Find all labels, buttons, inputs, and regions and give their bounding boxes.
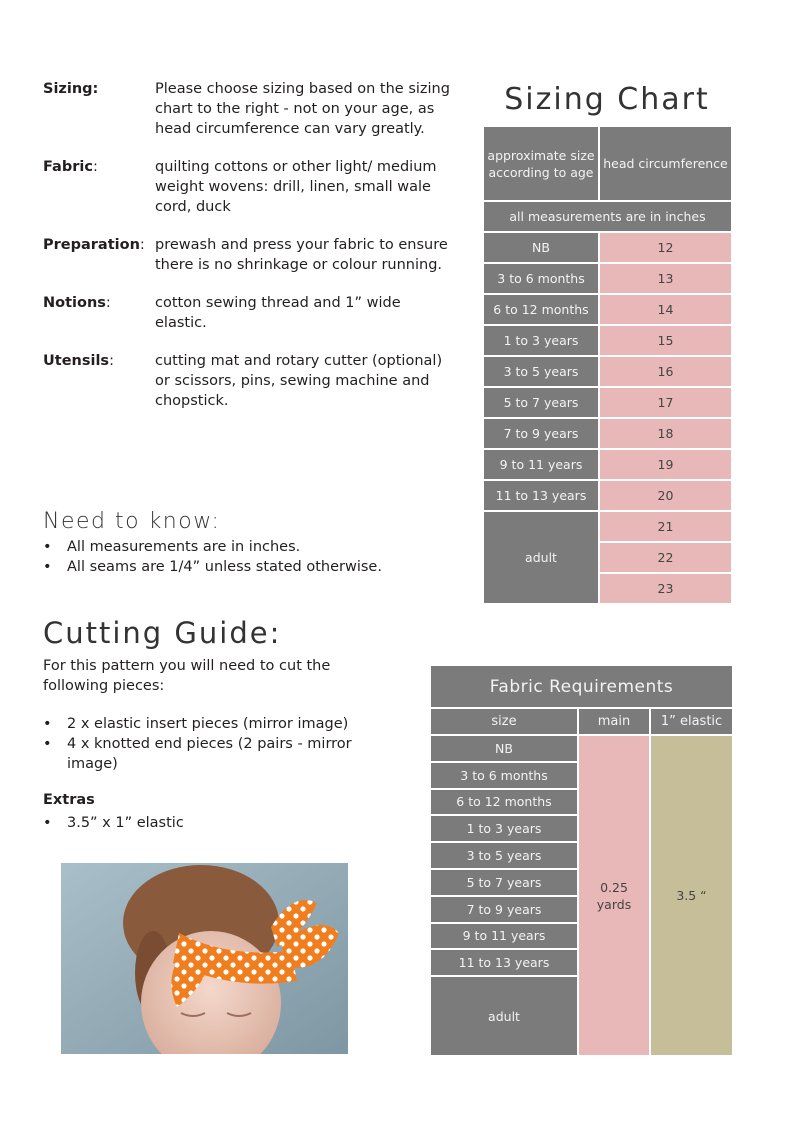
table-row: 11 to 13 years 20 xyxy=(483,480,732,511)
elastic-column-header: 1” elastic xyxy=(650,708,733,735)
fabric-requirements-title: Fabric Requirements xyxy=(430,665,733,708)
list-item: • 4 x knotted end pieces (2 pairs - mirror image) xyxy=(43,734,383,774)
table-title-row xyxy=(430,665,733,708)
info-label-utensils: Utensils xyxy=(43,353,110,369)
measurement-note: all measurements are in inches xyxy=(483,201,732,232)
table-row: 3 to 6 months 13 xyxy=(483,263,732,294)
head-column-header: head circumference xyxy=(599,126,732,201)
table-row: adult 21 xyxy=(483,511,732,542)
info-row-sizing xyxy=(43,79,453,139)
size-column-header: size xyxy=(430,708,578,735)
table-row: 7 to 9 years 18 xyxy=(483,418,732,449)
extras-list xyxy=(43,813,383,833)
table-row: 3 to 5 years xyxy=(430,842,733,869)
info-label-preparation: Preparation xyxy=(43,237,140,253)
list-item: • 2 x elastic insert pieces (mirror image) xyxy=(43,714,383,734)
table-note-row xyxy=(483,201,732,232)
table-row: 11 to 13 years xyxy=(430,949,733,976)
main-fabric-amount: 0.25 yards xyxy=(578,735,650,1056)
need-to-know-heading: Need to know: xyxy=(43,509,221,534)
table-row: 6 to 12 months xyxy=(430,789,733,816)
info-text-utensils: cutting mat and rotary cutter (optional) or scissors, pins, sewing machine and chopstick. xyxy=(155,353,443,409)
adult-size-cell: adult xyxy=(430,976,578,1056)
table-row: 9 to 11 years 19 xyxy=(483,449,732,480)
info-row-fabric: Fabric: quilting cottons or other light/ medium weight wovens: drill, linen, small wale cord, duck xyxy=(43,157,453,217)
table-row: 5 to 7 years 17 xyxy=(483,387,732,418)
fabric-requirements-table xyxy=(429,664,734,1057)
table-row: NB 12 xyxy=(483,232,732,263)
list-item: • All measurements are in inches. xyxy=(43,537,453,557)
info-text-preparation: prewash and press your fabric to ensure there is no shrinkage or colour running. xyxy=(155,237,448,273)
adult-size-cell: adult xyxy=(483,511,599,604)
table-row: 9 to 11 years xyxy=(430,923,733,950)
info-block xyxy=(43,79,453,429)
list-item: • 3.5” x 1” elastic xyxy=(43,813,383,833)
info-label-notions: Notions xyxy=(43,295,106,311)
table-header-row xyxy=(430,708,733,735)
info-text-fabric: quilting cottons or other light/ medium weight wovens: drill, linen, small wale cord, duck xyxy=(155,159,437,215)
info-text-notions: cotton sewing thread and 1” wide elastic. xyxy=(155,295,401,331)
info-label-fabric: Fabric xyxy=(43,159,93,175)
table-row: 7 to 9 years xyxy=(430,896,733,923)
table-row: 1 to 3 years xyxy=(430,815,733,842)
info-label-sizing: Sizing: xyxy=(43,81,99,97)
list-item: • All seams are 1/4” unless stated otherwise. xyxy=(43,557,453,577)
cutting-pieces-list xyxy=(43,714,383,774)
table-row: 6 to 12 months 14 xyxy=(483,294,732,325)
cutting-guide-intro: For this pattern you will need to cut the following pieces: xyxy=(43,658,331,694)
sizing-chart-title: Sizing Chart xyxy=(504,82,710,117)
size-column-header: approximate size according to age xyxy=(483,126,599,201)
table-header-row xyxy=(483,126,732,201)
need-to-know-list xyxy=(43,537,453,577)
table-row: 3 to 5 years 16 xyxy=(483,356,732,387)
info-row-utensils: Utensils: cutting mat and rotary cutter (optional) or scissors, pins, sewing machine and chopstick. xyxy=(43,351,453,411)
elastic-amount: 3.5 “ xyxy=(650,735,733,1056)
info-row-preparation: Preparation: prewash and press your fabric to ensure there is no shrinkage or colour running. xyxy=(43,235,453,275)
table-row: 1 to 3 years 15 xyxy=(483,325,732,356)
sizing-chart-table xyxy=(482,125,733,605)
headband-photo xyxy=(61,863,348,1054)
extras-heading: Extras xyxy=(43,792,95,808)
cutting-guide-heading: Cutting Guide: xyxy=(43,616,282,650)
info-row-notions: Notions: cotton sewing thread and 1” wide elastic. xyxy=(43,293,453,333)
table-row: 22 xyxy=(483,542,732,573)
info-text-sizing: Please choose sizing based on the sizing chart to the right - not on your age, as head circumference can vary greatly. xyxy=(155,81,450,137)
table-row: 23 xyxy=(483,573,732,604)
table-row: 5 to 7 years xyxy=(430,869,733,896)
headband-photo-illustration xyxy=(61,863,348,1054)
table-row: NB 0.25 yards 3.5 “ xyxy=(430,735,733,762)
table-row: 3 to 6 months xyxy=(430,762,733,789)
main-column-header: main xyxy=(578,708,650,735)
